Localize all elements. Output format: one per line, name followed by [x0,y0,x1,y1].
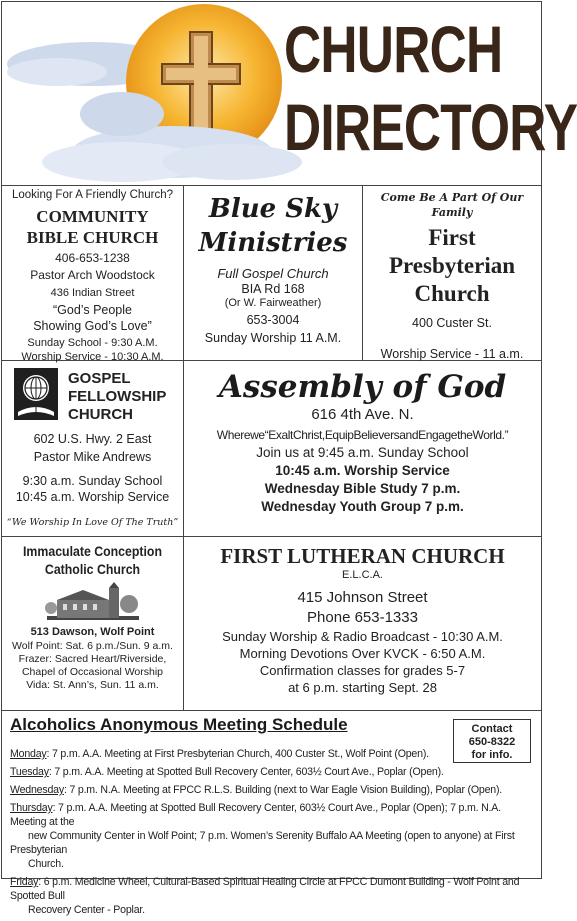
day-label: Monday [10,748,47,760]
church-name-line: FELLOWSHIP [68,388,167,405]
pastor: Pastor Mike Andrews [33,450,152,464]
day-label: Wednesday [10,784,64,796]
church-heading [2,364,183,428]
schedule-line: at 6 p.m. starting Sept. 28 [288,680,437,695]
first-lutheran-church [184,544,541,696]
schedule-entry [10,765,535,779]
schedule-entry [10,801,535,871]
address: 415 Johnson Street [297,589,428,606]
church-building-illustration [47,582,139,622]
meeting-text: : 6 p.m. Medicine Wheel, Cultural-Based Spiritual Healing Circle at FPCC Dumont Building - Wolf Point and Spotted Bull [10,876,520,902]
service-time: 10:45 a.m. Worship Service [15,490,170,504]
blue-sky-ministries [184,192,362,346]
meeting-text: : 7 p.m. A.A. Meeting at Spotted Bull Recovery Center, 603½ Court Ave., Poplar (Open); 7 p.m. N.A. Meeting at the [10,802,501,828]
contact-phone: 650-8322 [468,736,516,748]
address: 513 Dawson, Wolf Point [30,626,155,638]
schedule-entry [10,875,535,917]
meeting-text: Recovery Center - Poplar. [28,904,145,916]
subtitle: Full Gospel Church [217,266,329,281]
pastor: Pastor Arch Woodstock [30,268,155,282]
service-time: Worship Service - 11 a.m. [380,347,524,361]
quote: Showing God’s Love” [33,319,152,333]
service-time: Sunday School - 9:30 A.M. [27,337,158,349]
church-name: Assembly of God [218,369,507,405]
address-note: (Or W. Fairweather) [224,297,322,309]
schedule-list [10,747,535,917]
church-name: COMMUNITY [36,207,149,226]
title-line-2: DIRECTORY [284,90,577,164]
church-directory-page [1,1,577,916]
contact-box [453,719,531,763]
schedule-line: Morning Devotions Over KVCK - 6:50 A.M. [239,646,486,661]
tagline: Looking For A Friendly Church? [11,189,174,201]
tagline: Come Be A Part Of Our Family [380,191,524,219]
sun-cross-illustration [2,2,302,185]
meeting-text: Church. [28,858,64,870]
aa-meeting-schedule [10,715,535,921]
church-name-line: CHURCH [68,406,133,423]
gospel-fellowship-church [2,364,183,530]
meeting-text: : 7 p.m. A.A. Meeting at Spotted Bull Recovery Center, 603½ Court Ave., Poplar (Open). [48,766,444,778]
quote: “God’s People [53,303,132,317]
globe-bible-icon [14,368,58,420]
schedule-entry [10,783,535,797]
address: 400 Custer St. [412,316,492,330]
assembly-of-god [184,368,541,516]
church-name: First [428,225,476,250]
day-label: Friday [10,876,39,888]
phone: 653-3004 [246,313,300,327]
divider [2,710,541,711]
day-label: Thursday [10,802,53,814]
immaculate-conception-church [2,542,183,692]
section-title: Alcoholics Anonymous Meeting Schedule [10,715,348,734]
phone: 406-653-1238 [55,251,130,265]
mass-time: Chapel of Occasional Worship [21,666,164,678]
schedule-line: Sunday Worship & Radio Broadcast - 10:30 A.M. [222,629,503,644]
service-time: Sunday Worship 11 A.M. [204,331,342,345]
schedule-line: 10:45 a.m. Worship Service [275,463,450,478]
church-name [68,370,166,424]
meeting-text: : 7 p.m. N.A. Meeting at FPCC R.L.S. Building (next to War Eagle Vision Building), Poplar (Open). [63,784,503,796]
first-presbyterian-church [363,190,541,362]
mass-time: Wolf Point: Sat. 6 p.m./Sun. 9 a.m. [12,640,173,652]
church-name: Presbyterian [388,253,516,278]
meeting-text: new Community Center in Wolf Point; 7 p.m. Women’s Serenity Buffalo AA Meeting (open to anyone) at First Presbyterian [10,830,515,856]
motto: “We Worship In Love Of The Truth” [6,517,179,528]
service-time: 9:30 a.m. Sunday School [22,474,163,488]
mass-time: Vida: St. Ann’s, Sun. 11 a.m. [26,679,159,691]
phone: Phone 653-1333 [307,609,418,626]
address: 436 Indian Street [50,287,135,299]
church-name: Ministries [198,228,348,258]
address: 602 U.S. Hwy. 2 East [33,432,152,446]
divider [2,536,541,537]
contact-note: for info. [471,749,513,761]
church-name: Blue Sky [208,194,338,224]
service-time: Worship Service - 10:30 A.M. [21,351,164,363]
address: 616 4th Ave. N. [311,406,414,423]
contact-label: Contact [471,723,513,735]
church-name: FIRST LUTHERAN CHURCH [220,544,505,568]
community-bible-church [2,188,183,364]
church-name: Immaculate Conception [23,543,162,559]
title-line-1: CHURCH [284,12,503,86]
address: BIA Rd 168 [241,282,305,296]
schedule-line: Join us at 9:45 a.m. Sunday School [256,445,469,460]
day-label: Tuesday [10,766,49,778]
schedule-line: Wednesday Youth Group 7 p.m. [261,499,464,514]
church-name: BIBLE CHURCH [26,228,159,247]
mission-statement: Wherewe“ExaltChrist,EquipBelieversandEngagetheWorld.” [216,428,509,442]
schedule-line: Confirmation classes for grades 5-7 [259,663,466,678]
denomination: E.L.C.A. [342,569,383,581]
mass-time: Frazer: Sacred Heart/Riverside, [18,653,167,665]
header [2,2,577,186]
church-name: Church [414,281,490,306]
schedule-line: Wednesday Bible Study 7 p.m. [264,481,461,496]
church-name-line: GOSPEL [68,370,131,387]
church-name: Catholic Church [44,561,141,577]
meeting-text: : 7 p.m. A.A. Meeting at First Presbyterian Church, 400 Custer St., Wolf Point (Open). [46,748,429,760]
